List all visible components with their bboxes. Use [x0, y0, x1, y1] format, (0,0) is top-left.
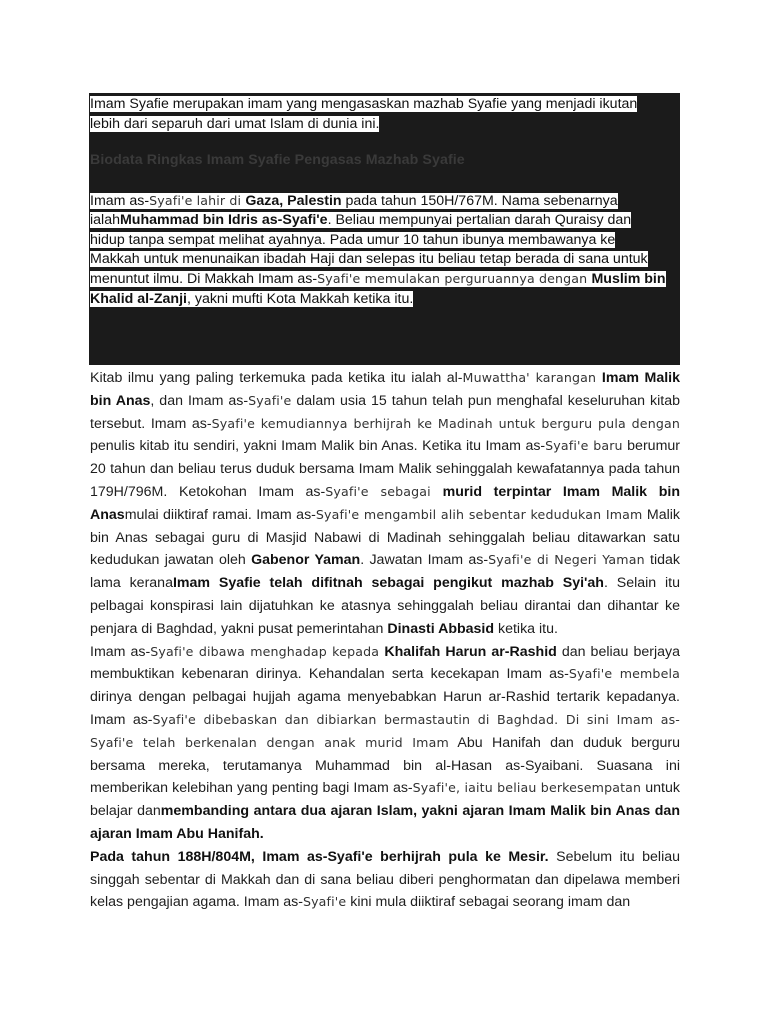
- p2-segment: Khalifah Harun ar-Rashid: [384, 643, 557, 660]
- p1-segment: Syafi'e baru: [545, 438, 623, 454]
- p1-segment: Imam Malik bin Anas: [90, 370, 680, 409]
- p1-segment: mulai diiktiraf ramai. Imam as-: [124, 506, 316, 523]
- p2-segment: membanding antara dua ajaran Islam, yakni ajaran Imam Malik bin Anas dan ajaran Imam Abu Hanifah.: [90, 803, 680, 842]
- p2-segment: dan beliau berjaya membuktikan kebenaran dirinya. Kehandalan serta kecekapan Imam as-: [90, 643, 680, 683]
- p1-segment: penulis kitab itu sendiri, yakni Imam Malik bin Anas. Ketika itu Imam as-: [90, 438, 546, 455]
- p3-segment: Sebelum itu beliau singgah sebentar di Makkah dan di sana beliau diberi penghormatan dan dipelawa memberi kelas pengajian agama. Imam as-: [90, 848, 680, 911]
- section-heading: Biodata Ringkas Imam Syafie Pengasas Mazhab Syafie: [90, 152, 465, 168]
- p2-segment: Syafi'e membela: [568, 666, 680, 682]
- p1-segment: Syafi'e mengambil alih sebentar kedudukan Imam: [315, 506, 643, 522]
- p1-segment: murid terpintar Imam Malik bin Anas: [90, 483, 680, 523]
- p1-segment: . Selain itu pelbagai konspirasi lain dijatuhkan ke atasnya sehinggalah beliau dirantai dan dihantar ke penjara di Baghdad, yakni pusat pemerintahan: [90, 575, 680, 637]
- bio-line-1: Imam as-Syafi'e lahir di Gaza, Palestin pada tahun 150H/767M. Nama sebenarnya: [90, 193, 618, 209]
- p1-segment: Malik bin Anas sebagai guru di Masjid Nabawi di Madinah sehinggalah beliau ditawarkan satu kedudukan jawatan oleh: [90, 506, 680, 569]
- p1-segment: ketika itu.: [494, 620, 558, 637]
- p1-segment: Gabenor Yaman: [251, 552, 361, 569]
- paragraph-2: [90, 641, 680, 846]
- p3-segment: Pada tahun 188H/804M, Imam as-Syafi'e berhijrah pula ke Mesir.: [90, 848, 549, 865]
- bio-line-6: Khalid al-Zanji, yakni mufti Kota Makkah ketika itu.: [90, 291, 414, 307]
- bio-line-4: Makkah untuk menunaikan ibadah Haji dan selepas itu beliau tetap berada di sana untuk: [90, 251, 648, 267]
- p1-segment: Dinasti Abbasid: [387, 620, 495, 637]
- p1-segment: Syafi'e kemudiannya berhijrah ke Madinah untuk berguru pula dengan: [211, 415, 680, 431]
- p1-segment: . Jawatan Imam as-: [360, 552, 489, 569]
- article-body: [90, 367, 680, 914]
- p2-segment: Abu Hanifah dan duduk berguru bersama mereka, terutamanya Muhammad bin al-Hasan as-Syaibani. Suasana ini memberikan kelebihan yang penting bagi Imam as-: [90, 734, 680, 797]
- p1-segment: berumur 20 tahun dan beliau terus duduk bersama Imam Malik sehinggalah kewafatannya pada tahun 179H/796M. Ketokohan Imam as-: [90, 438, 680, 500]
- p1-segment: tidak lama kerana: [90, 552, 680, 592]
- p2-segment: Syafi'e, iaitu beliau berkesempatan: [412, 780, 642, 796]
- bio-line-5: menuntut ilmu. Di Makkah Imam as-Syafi'e memulakan perguruannya dengan Muslim bin: [90, 271, 666, 287]
- p1-segment: Kitab ilmu yang paling terkemuka pada ketika itu ialah al-: [90, 370, 463, 386]
- p2-segment: Syafi'e dibawa menghadap kepada: [150, 643, 385, 659]
- p1-segment: , dan Imam as-: [150, 392, 249, 409]
- p2-segment: Syafi'e dibebaskan dan dibiarkan bermastautin di Baghdad. Di sini Imam as-Syafi'e telah berkenalan dengan anak murid Imam: [90, 711, 680, 750]
- p2-segment: dirinya dengan pelbagai hujjah agama menyebabkan Harun ar-Rashid tertarik kepadanya. Imam as-: [90, 689, 680, 728]
- p2-segment: Imam as-: [90, 643, 151, 660]
- p2-segment: untuk belajar dan: [90, 780, 680, 820]
- p1-segment: Syafi'e sebagai: [325, 483, 443, 499]
- p3-segment: kini mula diiktiraf sebagai seorang imam dan: [346, 894, 631, 911]
- bio-line-2: ialahMuhammad bin Idris as-Syafi'e. Beliau mempunyai pertalian darah Quraisy dan: [90, 212, 632, 228]
- intro-line-2: lebih dari separuh dari umat Islam di dunia ini.: [90, 116, 380, 132]
- p1-segment: Muwattha' karangan: [462, 370, 602, 385]
- p1-segment: Imam Syafie telah difitnah sebagai pengikut mazhab Syi'ah: [172, 575, 604, 592]
- p3-segment: Syafi'e: [302, 894, 347, 910]
- p1-segment: dalam usia 15 tahun telah pun menghafal keseluruhan kitab tersebut. Imam as-: [90, 392, 680, 432]
- paragraph-1: [90, 367, 680, 641]
- bio-line-3: hidup tanpa sempat melihat ayahnya. Pada umur 10 tahun ibunya membawanya ke: [90, 232, 616, 248]
- paragraph-3: [90, 846, 680, 914]
- intro-line-1: Imam Syafie merupakan imam yang mengasaskan mazhab Syafie yang menjadi ikutan: [90, 96, 638, 112]
- p1-segment: Syafi'e di Negeri Yaman: [488, 552, 645, 568]
- p1-segment: Syafi'e: [248, 392, 292, 408]
